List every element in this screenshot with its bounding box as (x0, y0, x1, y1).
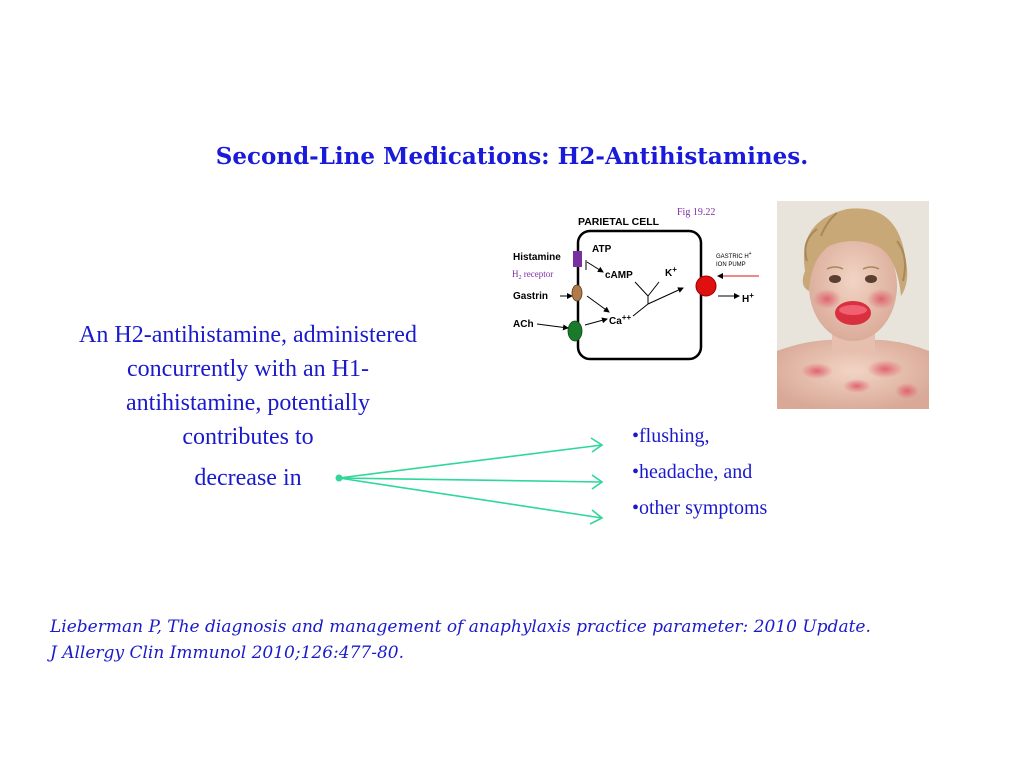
camp-label: cAMP (605, 270, 633, 281)
gastrin-receptor-shape (572, 285, 582, 301)
histamine-label: Histamine (513, 252, 561, 263)
body-paragraph: An H2-antihistamine, administered concurrently with an H1-antihistamine, potentially contributes to (79, 322, 417, 450)
citation-line-2: J Allergy Clin Immunol 2010;126:477-80. (50, 643, 405, 663)
hydrogen-label: H+ (742, 291, 754, 305)
arrow-to-headache (339, 478, 602, 482)
ion-pump-shape (696, 276, 716, 296)
citation-line-1: Lieberman P, The diagnosis and management of anaphylaxis practice parameter: 2010 Update. (50, 617, 871, 637)
arrow-origin-dot (336, 475, 343, 482)
arrow-to-other-symptoms (339, 478, 602, 518)
list-item: •flushing, (632, 425, 710, 447)
gastrin-label: Gastrin (513, 291, 549, 302)
ach-label: ACh (513, 319, 534, 330)
arrow-to-flushing (339, 445, 602, 478)
slide-title: Second-Line Medications: H2-Antihistamines. (215, 143, 809, 170)
pump-label-line2: ION PUMP (716, 262, 746, 268)
fig-label: Fig 19.22 (677, 207, 716, 218)
h2-receptor-shape (573, 251, 582, 267)
list-item: •other symptoms (632, 497, 768, 519)
symptom-list (632, 424, 767, 532)
list-item: •headache, and (632, 461, 753, 483)
patient-photo (777, 201, 929, 409)
cell-label: PARIETAL CELL (578, 216, 660, 228)
calcium-label: Ca++ (609, 313, 632, 327)
h2-receptor-label: $H_2$ receptor (512, 269, 554, 281)
potassium-label: K+ (665, 265, 677, 279)
citation (50, 614, 1010, 666)
ach-receptor-shape (568, 321, 582, 341)
body-paragraph-tail: decrease in (194, 465, 302, 491)
parietal-cell-diagram (505, 200, 770, 365)
atp-label: ATP (592, 244, 612, 255)
pump-label-line1: GASTRIC H+ (716, 251, 752, 260)
